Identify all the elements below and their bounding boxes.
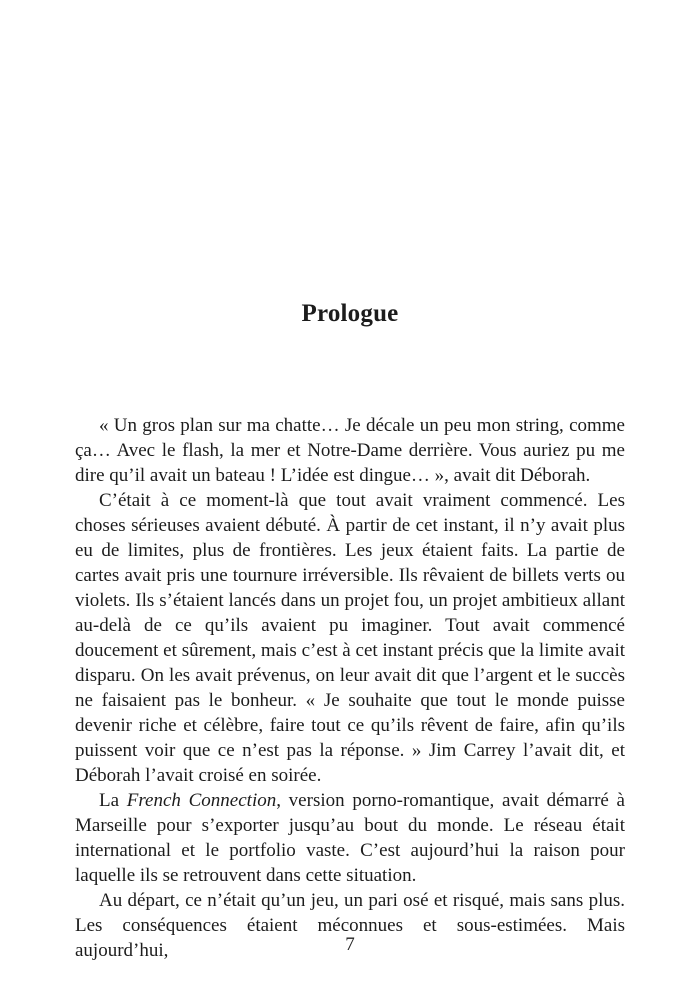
text-segment: , version porno-romantique, avait démarré à Marseille pour s’exporter jusqu’au bout du monde. Le réseau était international et le portfolio vaste. C’est aujourd’hui la raison pour laquelle ils se retrouvent dans cette situation. — [75, 790, 625, 886]
paragraph-turning-point — [75, 488, 625, 788]
chapter-title: Prologue — [301, 300, 399, 327]
paragraph-french-connection — [75, 788, 625, 888]
text-segment: C’était à ce moment-là que tout avait vraiment commencé. Les choses sérieuses avaient débuté. À partir de cet instant, il n’y avait plus eu de limites, plus de frontières. Les jeux étaient faits. La partie de cartes avait pris une tournure irréversible. Ils rêvaient de billets verts ou violets. Ils s’étaient lancés dans un projet fou, un projet ambitieux allant au-delà de ce qu’ils avaient pu imaginer. Tout avait commencé doucement et sûrement, mais c’est à cet instant précis que la limite avait disparu. On les avait prévenus, on leur avait dit que l’argent et le succès ne faisaient pas le bonheur. « Je souhaite que tout le monde puisse devenir riche et célèbre, faire tout ce qu’ils rêvent de faire, afin qu’ils puissent voir que ce n’est pas la réponse. » Jim Carrey l’avait dit, et Déborah l’avait croisé en soirée. — [75, 490, 625, 786]
text-segment: La — [99, 790, 127, 811]
paragraph-quote-deborah — [75, 413, 625, 488]
italic-title-segment: French Connection — [126, 790, 277, 811]
text-segment: « Un gros plan sur ma chatte… Je décale un peu mon string, comme ça… Avec le flash, la mer et Notre-Dame derrière. Vous auriez pu me dire qu’il avait un bateau ! L’idée est dingue… », avait dit Déborah. — [75, 415, 625, 486]
text-segment: Au départ, ce n’était qu’un jeu, un pari osé et risqué, mais sans plus. Les conséquences étaient méconnues et sous-estimées. Mais aujourd’hui, — [75, 890, 625, 961]
body-text — [75, 413, 625, 963]
page-number: 7 — [345, 934, 355, 955]
